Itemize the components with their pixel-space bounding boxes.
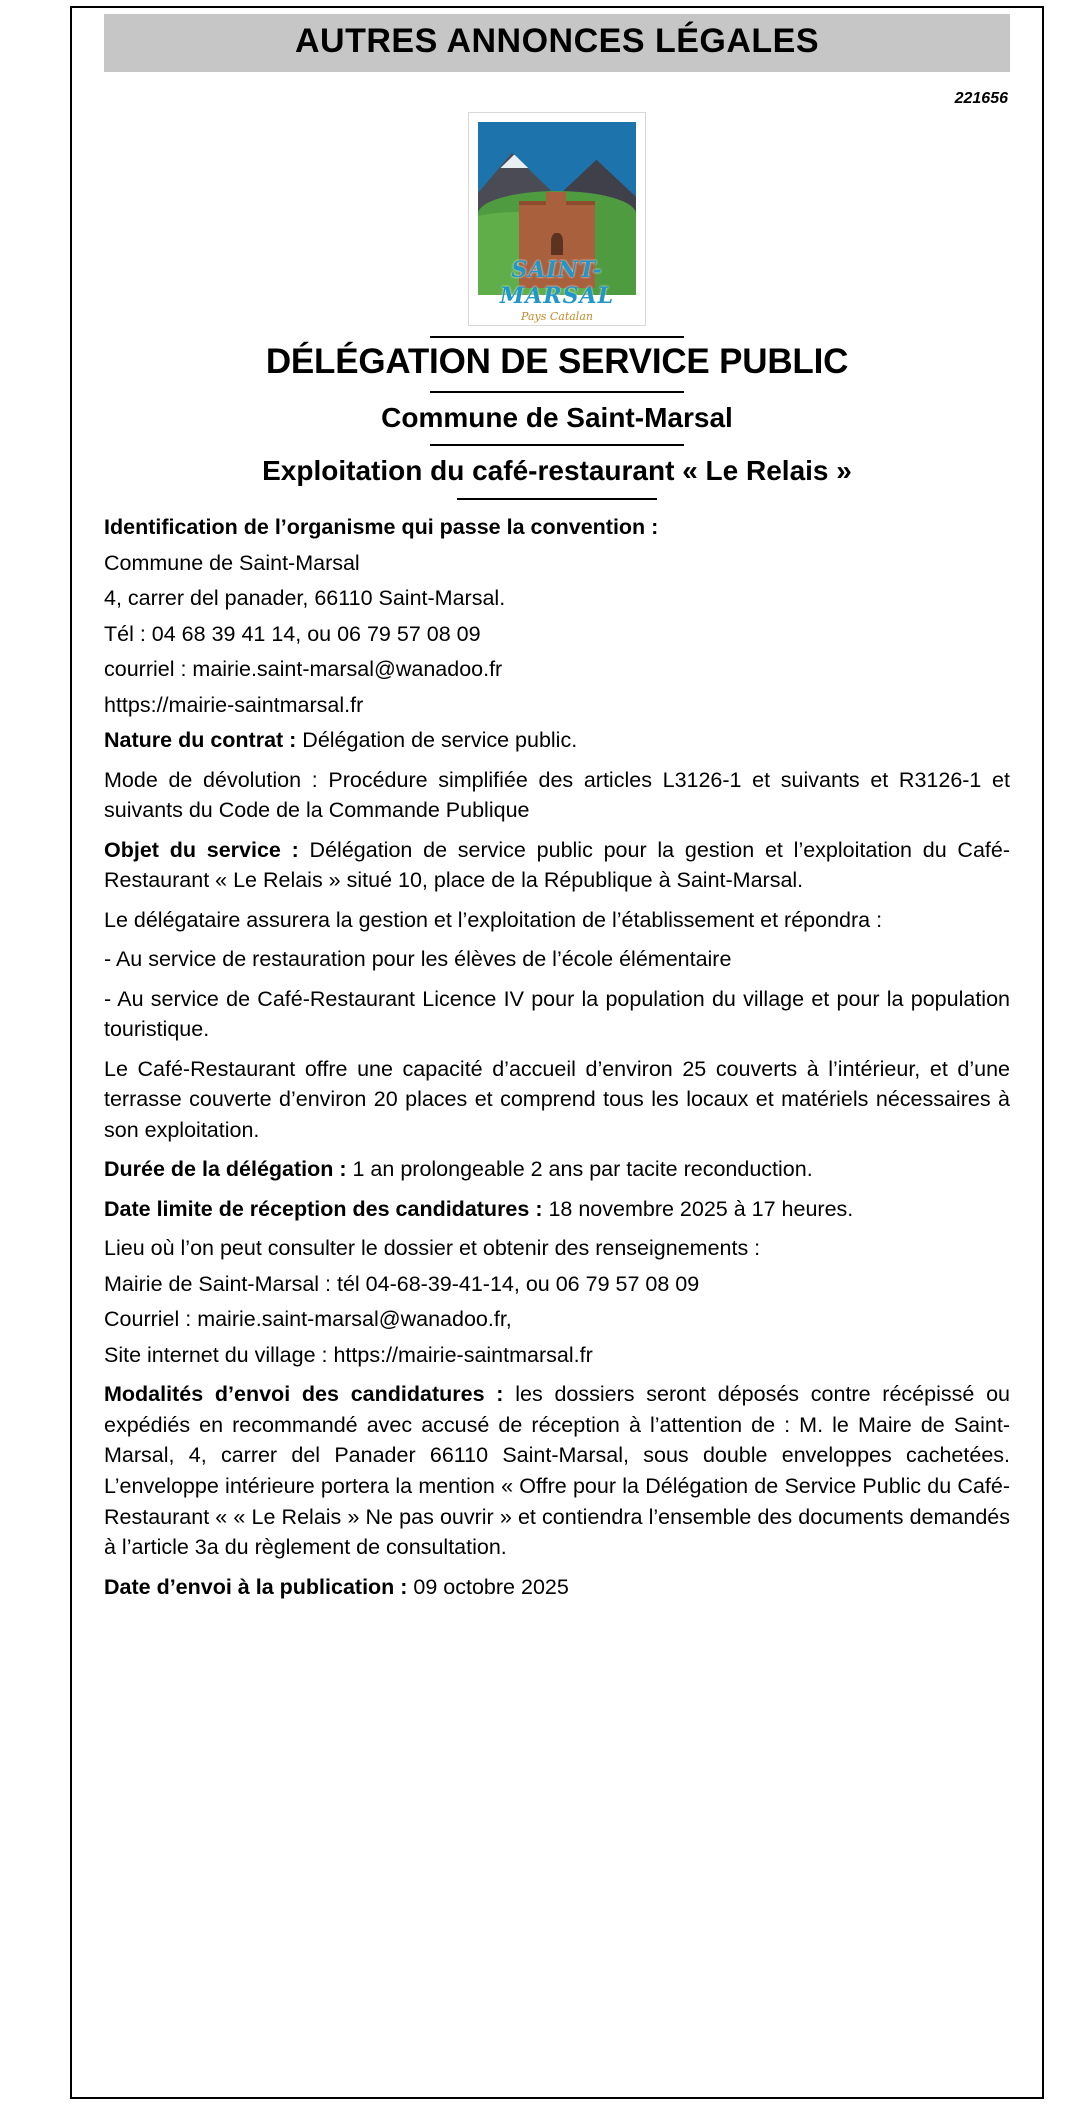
submission-terms-line (104, 1379, 1010, 1562)
title-divider-mid (430, 391, 684, 393)
notice-subtitle-object: Exploitation du café-restaurant « Le Relais » (262, 455, 852, 487)
page-bottom-rule (70, 2097, 1044, 2099)
logo-sub-text: Pays Catalan (521, 309, 593, 323)
publication-date-line (104, 1572, 1010, 1603)
service-bullet-2: - Au service de Café-Restaurant Licence IV pour la population du village et pour la population touristique. (104, 986, 1010, 1042)
submission-terms-label: Modalités d’envoi des candidatures : (104, 1382, 504, 1407)
object-service-line (104, 835, 1010, 896)
title-block (104, 336, 1010, 500)
notice-content (72, 0, 1042, 1631)
consultation-place-line: Lieu où l’on peut consulter le dossier et obtenir des renseignements : (104, 1236, 761, 1261)
capacity-line: Le Café-Restaurant offre une capacité d’accueil d’environ 25 couverts à l’intérieur, et d’une terrasse couverte d’environ 20 places et comprend tous les locaux et matériels nécessaires à son exploitation. (104, 1056, 1010, 1142)
contract-nature-value: Délégation de service public. (296, 728, 578, 753)
deadline-line (104, 1194, 1010, 1225)
section-banner: AUTRES ANNONCES LÉGALES (104, 14, 1010, 72)
email-line: courriel : mairie.saint-marsal@wanadoo.fr (104, 657, 503, 682)
notice-body (104, 512, 1010, 1602)
delegataire-line: Le délégataire assurera la gestion et l’exploitation de l’établissement et répondra : (104, 907, 883, 932)
contract-nature-line (104, 725, 1010, 756)
deadline-label: Date limite de réception des candidatures : (104, 1196, 543, 1221)
submission-terms-value: les dossiers seront déposés contre récépissé ou expédiés en recommandé avec accusé de réception à l’attention de : M. le Maire de Saint-Marsal, 4, carrer del Panader 66110 Saint-Marsal, sous double enveloppes cachetées. L’enveloppe intérieure portera la mention « Offre pour la Délégation de Service Public du Café-Restaurant « « Le Relais » Ne pas ouvrir » et contiendra l’ensemble des documents demandés à l’article 3a du règlement de consultation. (104, 1382, 1010, 1560)
title-divider-bottom (457, 498, 657, 500)
service-bullet-1: - Au service de restauration pour les élèves de l’école élémentaire (104, 947, 732, 972)
reference-number: 221656 (954, 89, 1008, 107)
publication-date-label: Date d’envoi à la publication : (104, 1574, 408, 1599)
notice-subtitle-commune: Commune de Saint-Marsal (381, 401, 733, 433)
duration-line (104, 1154, 1010, 1185)
duration-label: Durée de la délégation : (104, 1157, 347, 1182)
mode-devolution-line: Mode de dévolution : Procédure simplifiée des articles L3126-1 et suivants et R3126-1 et suivants du Code de la Commande Publique (104, 767, 1010, 823)
identification-label: Identification de l’organisme qui passe la convention : (104, 515, 659, 540)
contract-nature-label: Nature du contrat : (104, 728, 297, 753)
courriel-contact-line: Courriel : mairie.saint-marsal@wanadoo.fr, (104, 1307, 512, 1332)
site-contact-line: Site internet du village : https://mairie-saintmarsal.fr (104, 1342, 593, 1367)
logo-castle-door (551, 233, 563, 255)
title-divider-mid-2 (430, 444, 684, 446)
publication-date-value: 09 octobre 2025 (407, 1574, 569, 1599)
saint-marsal-village-logo-icon (468, 112, 646, 326)
address-line: 4, carrer del panader, 66110 Saint-Marsal. (104, 586, 506, 611)
commune-line: Commune de Saint-Marsal (104, 550, 360, 575)
phone-line: Tél : 04 68 39 41 14, ou 06 79 57 08 09 (104, 621, 481, 646)
logo-script-text: SAINT-MARSAL (499, 256, 615, 309)
logo-container (104, 112, 1010, 326)
duration-value: 1 an prolongeable 2 ans par tacite reconduction. (346, 1157, 813, 1182)
website-line: https://mairie-saintmarsal.fr (104, 692, 364, 717)
deadline-value: 18 novembre 2025 à 17 heures. (542, 1196, 854, 1221)
page-right-rule (1042, 6, 1044, 2099)
object-service-label: Objet du service : (104, 837, 299, 862)
title-divider-top (430, 336, 684, 338)
object-service-value: Délégation de service public pour la gestion et l’exploitation du Café-Restaurant « Le Relais » situé 10, place de la République à Saint-Marsal. (104, 837, 1010, 893)
mairie-contact-line: Mairie de Saint-Marsal : tél 04-68-39-41-14, ou 06 79 57 08 09 (104, 1271, 700, 1296)
notice-title: DÉLÉGATION DE SERVICE PUBLIC (265, 341, 849, 381)
